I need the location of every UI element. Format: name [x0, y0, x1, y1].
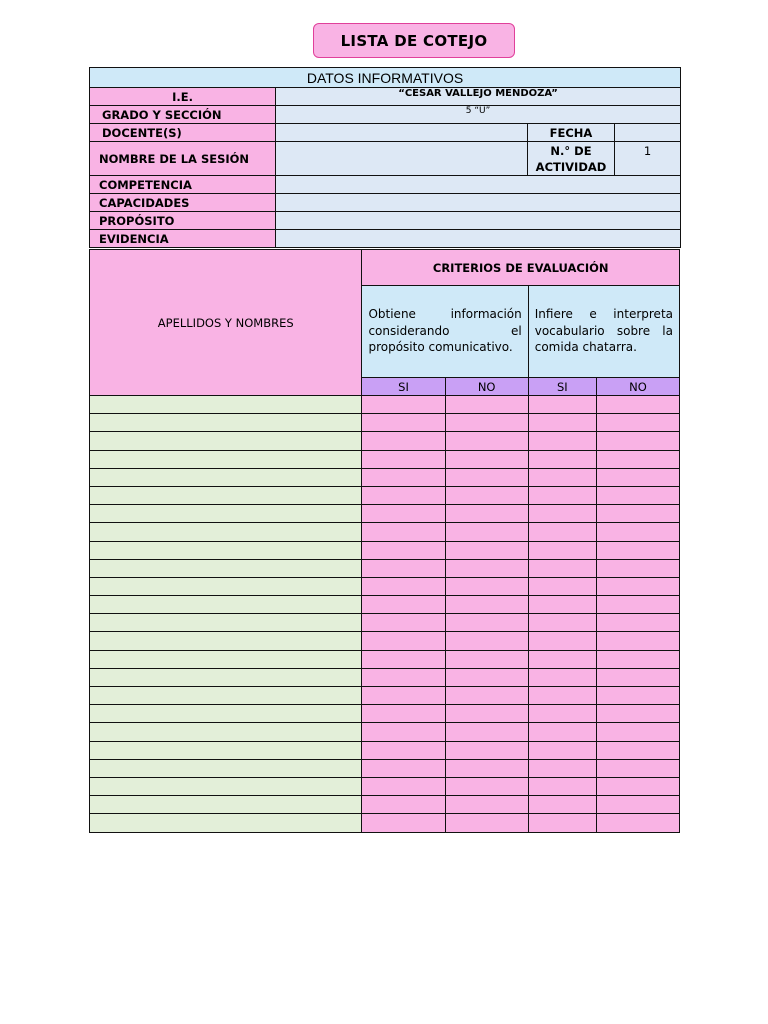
criterion-2-yes-cell[interactable]	[528, 632, 596, 650]
criterion-1-no-cell[interactable]	[445, 396, 528, 414]
names-header: APELLIDOS Y NOMBRES	[90, 250, 362, 396]
student-name-cell[interactable]	[90, 577, 362, 595]
student-name-cell[interactable]	[90, 541, 362, 559]
criterion-2-no-cell[interactable]	[596, 650, 679, 668]
criterion-1-yes-cell[interactable]	[362, 777, 445, 795]
criterion-1-yes-cell[interactable]	[362, 705, 445, 723]
grade-value[interactable]: 5 “U”	[276, 106, 681, 124]
criterion-1-yes-cell[interactable]	[362, 396, 445, 414]
criterion-1-yes-cell[interactable]	[362, 541, 445, 559]
session-label: NOMBRE DE LA SESIÓN	[90, 142, 276, 176]
criterion-2-no-cell[interactable]	[596, 450, 679, 468]
criterion-1-no-cell[interactable]	[445, 486, 528, 504]
criterion-2-no-cell[interactable]	[596, 796, 679, 814]
criterion-1-no-cell[interactable]	[445, 468, 528, 486]
criterion-1-yes-cell[interactable]	[362, 759, 445, 777]
criterion-1-yes-cell[interactable]	[362, 432, 445, 450]
teacher-label: DOCENTE(S)	[90, 124, 276, 142]
student-row	[90, 796, 680, 814]
criterion-1-no-cell[interactable]	[445, 796, 528, 814]
student-row	[90, 741, 680, 759]
date-value[interactable]	[615, 124, 681, 142]
student-name-cell[interactable]	[90, 396, 362, 414]
student-name-cell[interactable]	[90, 505, 362, 523]
criterion-1-yes-cell[interactable]	[362, 468, 445, 486]
criterion-1-no-cell[interactable]	[445, 432, 528, 450]
student-row	[90, 596, 680, 614]
ie-label: I.E.	[90, 88, 276, 106]
student-name-cell[interactable]	[90, 741, 362, 759]
student-row	[90, 505, 680, 523]
criterion-2-yes-cell[interactable]	[528, 468, 596, 486]
criterion-2-yes-cell[interactable]	[528, 596, 596, 614]
criterion-1-yes-cell[interactable]	[362, 668, 445, 686]
criterion-2-yes-cell[interactable]	[528, 505, 596, 523]
criterion-2-yes-cell[interactable]	[528, 577, 596, 595]
student-name-cell[interactable]	[90, 432, 362, 450]
student-row	[90, 687, 680, 705]
student-row	[90, 523, 680, 541]
criterion-2-yes-cell[interactable]	[528, 759, 596, 777]
student-name-cell[interactable]	[90, 596, 362, 614]
capacities-value[interactable]	[276, 194, 681, 212]
student-name-cell[interactable]	[90, 559, 362, 577]
criterion-2-no-cell[interactable]	[596, 596, 679, 614]
criterion-2-no-cell[interactable]	[596, 777, 679, 795]
student-row	[90, 396, 680, 414]
criterion-2-no-cell[interactable]	[596, 577, 679, 595]
criterion-1-yes-cell[interactable]	[362, 414, 445, 432]
student-name-cell[interactable]	[90, 796, 362, 814]
criterion-1-no-cell[interactable]	[445, 759, 528, 777]
student-name-cell[interactable]	[90, 486, 362, 504]
criterion-1-no-header: NO	[445, 378, 528, 396]
criterion-1-yes-cell[interactable]	[362, 614, 445, 632]
criterion-2-yes-cell[interactable]	[528, 432, 596, 450]
criterion-2-no-cell[interactable]	[596, 468, 679, 486]
criterion-1-no-cell[interactable]	[445, 505, 528, 523]
criterion-2-no-cell[interactable]	[596, 759, 679, 777]
evidence-label: EVIDENCIA	[90, 230, 276, 248]
criterion-1-no-cell[interactable]	[445, 523, 528, 541]
student-name-cell[interactable]	[90, 650, 362, 668]
student-row	[90, 650, 680, 668]
competence-value[interactable]	[276, 176, 681, 194]
student-name-cell[interactable]	[90, 814, 362, 832]
criterion-2-no-cell[interactable]	[596, 814, 679, 832]
capacities-label: CAPACIDADES	[90, 194, 276, 212]
evidence-value[interactable]	[276, 230, 681, 248]
criterion-1-no-cell[interactable]	[445, 541, 528, 559]
criterion-1: Obtiene información considerando el propósito comunicativo.	[362, 286, 528, 378]
criterion-2-yes-cell[interactable]	[528, 450, 596, 468]
criterion-2-yes-cell[interactable]	[528, 614, 596, 632]
student-name-cell[interactable]	[90, 414, 362, 432]
student-name-cell[interactable]	[90, 668, 362, 686]
student-name-cell[interactable]	[90, 468, 362, 486]
competence-label: COMPETENCIA	[90, 176, 276, 194]
criterion-2-yes-cell[interactable]	[528, 723, 596, 741]
criterion-2-yes-cell[interactable]	[528, 559, 596, 577]
criterion-1-no-cell[interactable]	[445, 450, 528, 468]
criterion-1-yes-cell[interactable]	[362, 559, 445, 577]
criterion-2-yes-cell[interactable]	[528, 486, 596, 504]
criterion-1-no-cell[interactable]	[445, 814, 528, 832]
criterion-2-no-cell[interactable]	[596, 614, 679, 632]
criterion-2-yes-cell[interactable]	[528, 705, 596, 723]
student-name-cell[interactable]	[90, 450, 362, 468]
purpose-value[interactable]	[276, 212, 681, 230]
criteria-header: CRITERIOS DE EVALUACIÓN	[362, 250, 680, 286]
grade-label: GRADO Y SECCIÓN	[90, 106, 276, 124]
criterion-2-yes-cell[interactable]	[528, 541, 596, 559]
student-name-cell[interactable]	[90, 759, 362, 777]
criterion-1-yes-cell[interactable]	[362, 450, 445, 468]
page-title: LISTA DE COTEJO	[313, 23, 515, 58]
student-name-cell[interactable]	[90, 723, 362, 741]
student-row	[90, 723, 680, 741]
criterion-2-no-cell[interactable]	[596, 559, 679, 577]
criterion-2-yes-cell[interactable]	[528, 668, 596, 686]
criterion-1-yes-cell[interactable]	[362, 723, 445, 741]
student-name-cell[interactable]	[90, 705, 362, 723]
activity-value[interactable]: 1	[615, 142, 681, 176]
criterion-1-yes-cell[interactable]	[362, 650, 445, 668]
criterion-1-no-cell[interactable]	[445, 596, 528, 614]
student-row	[90, 632, 680, 650]
criterion-2-yes-cell[interactable]	[528, 777, 596, 795]
student-row	[90, 668, 680, 686]
criterion-1-no-cell[interactable]	[445, 614, 528, 632]
student-name-cell[interactable]	[90, 632, 362, 650]
criterion-1-yes-cell[interactable]	[362, 596, 445, 614]
criterion-1-yes-cell[interactable]	[362, 486, 445, 504]
student-row	[90, 777, 680, 795]
student-row	[90, 614, 680, 632]
criterion-1-yes-cell[interactable]	[362, 523, 445, 541]
criterion-2-no-cell[interactable]	[596, 396, 679, 414]
criterion-1-yes-cell[interactable]	[362, 814, 445, 832]
criterion-2-no-cell[interactable]	[596, 432, 679, 450]
student-row	[90, 486, 680, 504]
student-row	[90, 759, 680, 777]
criterion-2-yes-cell[interactable]	[528, 414, 596, 432]
criterion-1-no-cell[interactable]	[445, 650, 528, 668]
student-name-cell[interactable]	[90, 777, 362, 795]
criterion-2-no-cell[interactable]	[596, 705, 679, 723]
criterion-2-yes-cell[interactable]	[528, 796, 596, 814]
evaluation-table	[89, 249, 680, 833]
criterion-2-yes-cell[interactable]	[528, 396, 596, 414]
criterion-1-no-cell[interactable]	[445, 559, 528, 577]
date-label: FECHA	[528, 124, 615, 142]
student-row	[90, 468, 680, 486]
student-name-cell[interactable]	[90, 687, 362, 705]
criterion-2-yes-cell[interactable]	[528, 687, 596, 705]
criterion-2-no-cell[interactable]	[596, 632, 679, 650]
purpose-label: PROPÓSITO	[90, 212, 276, 230]
criterion-2-no-cell[interactable]	[596, 741, 679, 759]
student-row	[90, 414, 680, 432]
student-row	[90, 814, 680, 832]
criterion-1-no-cell[interactable]	[445, 741, 528, 759]
criterion-1-yes-cell[interactable]	[362, 577, 445, 595]
criterion-1-no-cell[interactable]	[445, 632, 528, 650]
criterion-2-no-cell[interactable]	[596, 541, 679, 559]
student-name-cell[interactable]	[90, 523, 362, 541]
criterion-2-no-cell[interactable]	[596, 687, 679, 705]
criterion-1-yes-cell[interactable]	[362, 741, 445, 759]
student-row	[90, 705, 680, 723]
student-name-cell[interactable]	[90, 614, 362, 632]
criterion-2-no-cell[interactable]	[596, 414, 679, 432]
criterion-2-yes-header: SI	[528, 378, 596, 396]
criterion-1-no-cell[interactable]	[445, 414, 528, 432]
criterion-2: Infiere e interpreta vocabulario sobre la comida chatarra.	[528, 286, 679, 378]
criterion-2-yes-cell[interactable]	[528, 814, 596, 832]
student-row	[90, 541, 680, 559]
criterion-2-no-cell[interactable]	[596, 505, 679, 523]
student-row	[90, 577, 680, 595]
criterion-2-no-cell[interactable]	[596, 668, 679, 686]
criterion-2-yes-cell[interactable]	[528, 650, 596, 668]
info-header: DATOS INFORMATIVOS	[90, 68, 681, 88]
criterion-2-no-cell[interactable]	[596, 486, 679, 504]
criterion-1-yes-cell[interactable]	[362, 632, 445, 650]
criterion-2-no-header: NO	[596, 378, 679, 396]
criterion-1-no-cell[interactable]	[445, 668, 528, 686]
criterion-1-no-cell[interactable]	[445, 577, 528, 595]
student-row	[90, 432, 680, 450]
criterion-1-no-cell[interactable]	[445, 723, 528, 741]
info-table	[89, 67, 681, 248]
criterion-2-yes-cell[interactable]	[528, 741, 596, 759]
criterion-1-no-cell[interactable]	[445, 705, 528, 723]
criterion-2-no-cell[interactable]	[596, 523, 679, 541]
student-row	[90, 559, 680, 577]
criterion-1-yes-cell[interactable]	[362, 505, 445, 523]
activity-label: N.° DE ACTIVIDAD	[528, 142, 615, 176]
criterion-2-yes-cell[interactable]	[528, 523, 596, 541]
student-row	[90, 450, 680, 468]
criterion-2-no-cell[interactable]	[596, 723, 679, 741]
criterion-1-yes-cell[interactable]	[362, 687, 445, 705]
teacher-value[interactable]	[276, 124, 528, 142]
criterion-1-no-cell[interactable]	[445, 777, 528, 795]
criterion-1-no-cell[interactable]	[445, 687, 528, 705]
ie-value[interactable]: “CESAR VALLEJO MENDOZA”	[276, 88, 681, 106]
session-value[interactable]	[276, 142, 528, 176]
criterion-1-yes-header: SI	[362, 378, 445, 396]
criterion-1-yes-cell[interactable]	[362, 796, 445, 814]
